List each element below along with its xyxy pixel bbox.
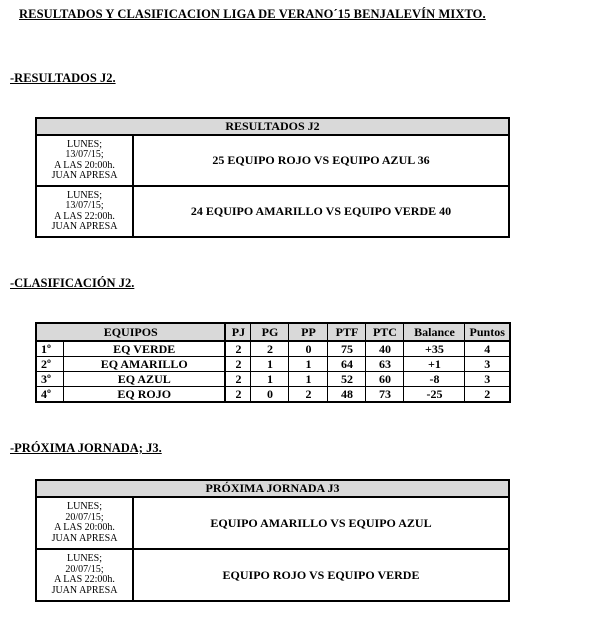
- ptf-value: 48: [328, 387, 366, 403]
- puntos-value: 3: [465, 372, 510, 387]
- ptf-value: 75: [328, 341, 366, 357]
- ptc-value: 63: [366, 357, 404, 372]
- match-date: LUNES; 13/07/15; A LAS 22:00h. JUAN APRESA: [36, 186, 133, 237]
- classification-table: [35, 322, 511, 403]
- position: 1º: [36, 341, 64, 357]
- col-balance: Balance: [404, 323, 465, 341]
- classification-header-row: [36, 323, 510, 341]
- position: 4º: [36, 387, 64, 403]
- upcoming-match: EQUIPO ROJO VS EQUIPO VERDE: [133, 549, 509, 601]
- upcoming-match: EQUIPO AMARILLO VS EQUIPO AZUL: [133, 497, 509, 549]
- match-result: 25 EQUIPO ROJO VS EQUIPO AZUL 36: [133, 135, 509, 186]
- ptc-value: 40: [366, 341, 404, 357]
- pp-value: 1: [289, 372, 328, 387]
- pj-value: 2: [225, 357, 251, 372]
- team-name: EQ ROJO: [64, 387, 226, 403]
- match-date: LUNES; 20/07/15; A LAS 22:00h. JUAN APRESA: [36, 549, 133, 601]
- match-date: LUNES; 20/07/15; A LAS 20:00h. JUAN APRESA: [36, 497, 133, 549]
- col-pj: PJ: [225, 323, 251, 341]
- pg-value: 1: [251, 357, 289, 372]
- pj-value: 2: [225, 387, 251, 403]
- balance-value: +1: [404, 357, 465, 372]
- puntos-value: 2: [465, 387, 510, 403]
- next-round-table-header: PRÓXIMA JORNADA J3: [36, 480, 509, 497]
- classification-section-heading: -CLASIFICACIÓN J2.: [10, 276, 135, 290]
- pp-value: 0: [289, 341, 328, 357]
- ptc-value: 60: [366, 372, 404, 387]
- puntos-value: 3: [465, 357, 510, 372]
- pg-value: 1: [251, 372, 289, 387]
- col-pp: PP: [289, 323, 328, 341]
- next-round-section-heading: -PRÓXIMA JORNADA; J3.: [10, 441, 162, 455]
- pg-value: 2: [251, 341, 289, 357]
- table-row: [36, 372, 510, 387]
- balance-value: +35: [404, 341, 465, 357]
- ptf-value: 64: [328, 357, 366, 372]
- col-pg: PG: [251, 323, 289, 341]
- pj-value: 2: [225, 372, 251, 387]
- balance-value: -8: [404, 372, 465, 387]
- team-name: EQ AZUL: [64, 372, 226, 387]
- balance-value: -25: [404, 387, 465, 403]
- match-result: 24 EQUIPO AMARILLO VS EQUIPO VERDE 40: [133, 186, 509, 237]
- match-date: LUNES; 13/07/15; A LAS 20:00h. JUAN APRESA: [36, 135, 133, 186]
- results-section-heading: -RESULTADOS J2.: [10, 71, 116, 85]
- page-title: RESULTADOS Y CLASIFICACION LIGA DE VERANO´15 BENJALEVÍN MIXTO.: [19, 7, 486, 21]
- results-table-header: RESULTADOS J2: [36, 118, 509, 135]
- table-row: [36, 357, 510, 372]
- team-name: EQ AMARILLO: [64, 357, 226, 372]
- puntos-value: 4: [465, 341, 510, 357]
- ptc-value: 73: [366, 387, 404, 403]
- position: 3º: [36, 372, 64, 387]
- pp-value: 2: [289, 387, 328, 403]
- pg-value: 0: [251, 387, 289, 403]
- pp-value: 1: [289, 357, 328, 372]
- col-puntos: Puntos: [465, 323, 510, 341]
- ptf-value: 52: [328, 372, 366, 387]
- col-equipos: EQUIPOS: [36, 323, 225, 341]
- table-row: [36, 387, 510, 403]
- col-ptc: PTC: [366, 323, 404, 341]
- results-table: [35, 117, 510, 238]
- position: 2º: [36, 357, 64, 372]
- pj-value: 2: [225, 341, 251, 357]
- next-round-table: [35, 479, 510, 602]
- col-ptf: PTF: [328, 323, 366, 341]
- table-row: [36, 341, 510, 357]
- team-name: EQ VERDE: [64, 341, 226, 357]
